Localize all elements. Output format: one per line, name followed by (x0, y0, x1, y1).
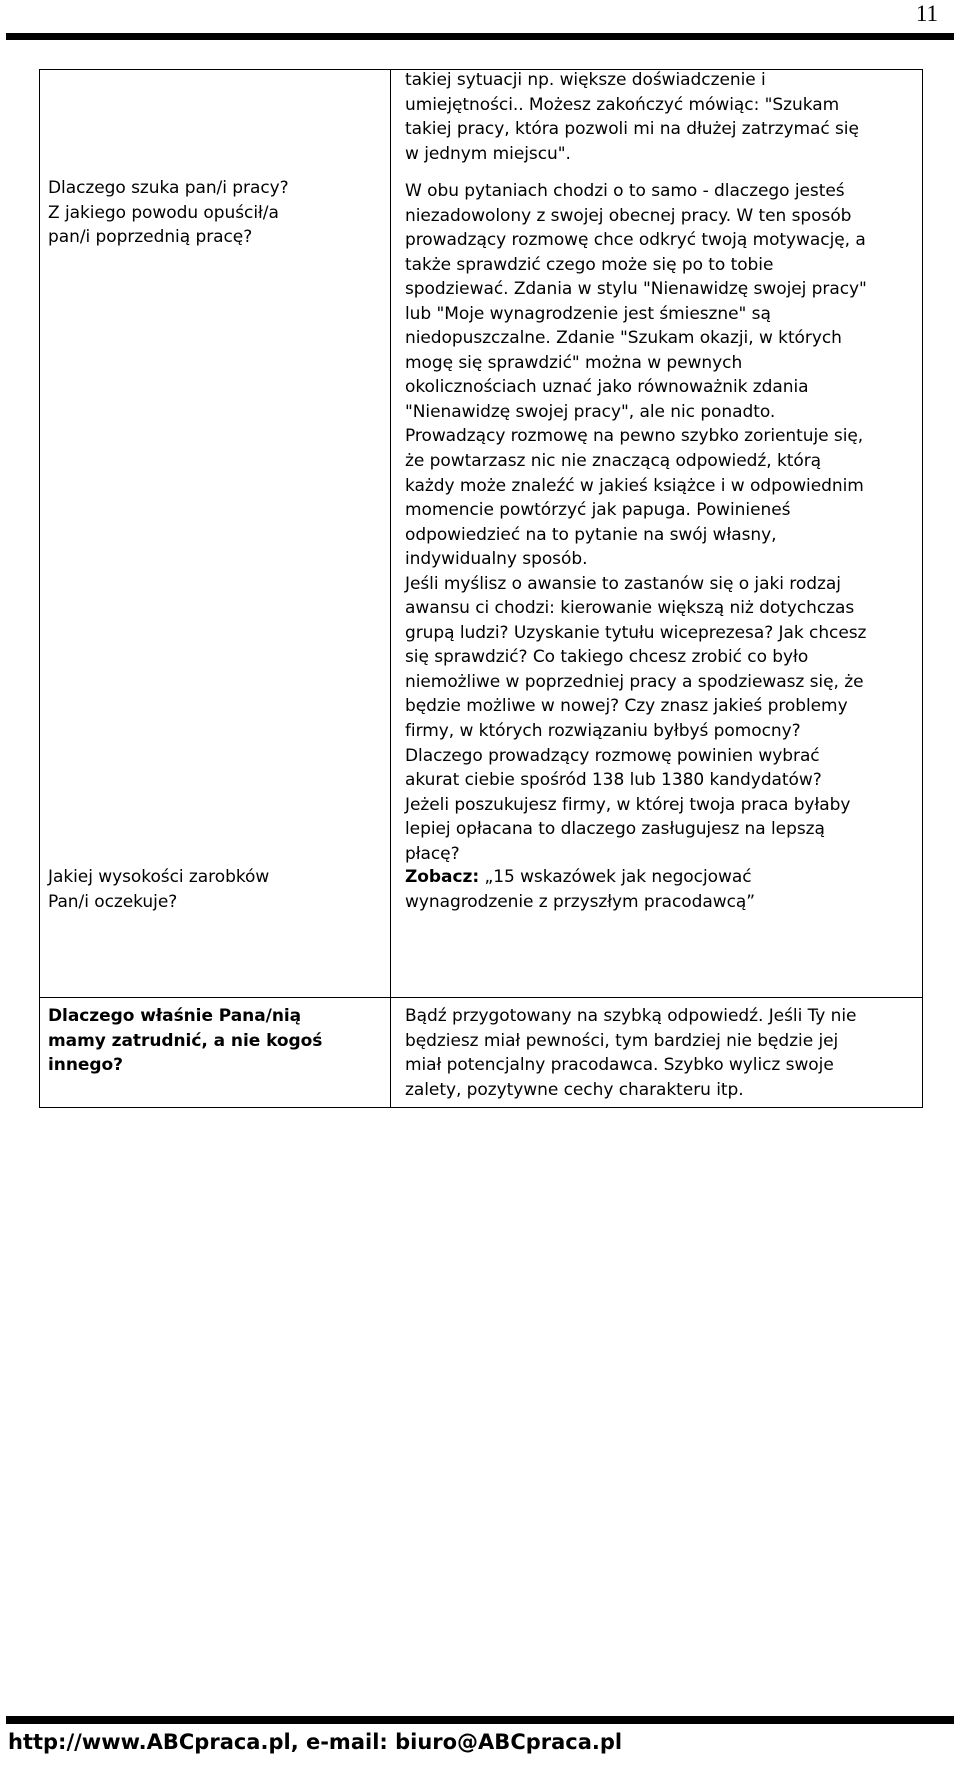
answer-intro (405, 68, 859, 166)
qa-row-why-hire (39, 997, 923, 1108)
question-why-hire (48, 1004, 382, 1078)
answer-line: zalety, pozytywne cechy charakteru itp. (405, 1079, 744, 1100)
see-label: Zobacz: (405, 867, 480, 887)
answer-line: umiejętności.. Możesz zakończyć mówiąc: "Szukam (405, 94, 840, 115)
answer-line: spodziewać. Zdania w stylu "Nienawidzę swojej pracy" (405, 279, 867, 300)
question-line: Dlaczego szuka pan/i pracy? (48, 178, 289, 198)
answer-line: będziesz miał pewności, tym bardziej nie będzie jej (405, 1030, 839, 1051)
answer-why-looking (405, 179, 867, 866)
see-link-text-line2[interactable]: wynagrodzenie z przyszłym pracodawcą” (405, 891, 756, 912)
question-line: Pan/i oczekuje? (48, 891, 178, 912)
answer-line: się sprawdzić? Co takiego chcesz zrobić co było (405, 647, 809, 668)
answer-line: lepiej opłacana to dlaczego zasługujesz na lepszą (405, 819, 825, 840)
answer-line: niemożliwe w poprzedniej pracy a spodziewasz się, że (405, 671, 864, 692)
answer-line: Jeżeli poszukujesz firmy, w której twoja praca byłaby (405, 794, 851, 815)
header-rule (6, 33, 954, 40)
footer-rule (6, 1716, 954, 1724)
qa-row-salary (39, 868, 923, 997)
answer-line: także sprawdzić czego może się po to tobie (405, 254, 774, 275)
answer-line: miał potencjalny pracodawca. Szybko wylicz swoje (405, 1055, 834, 1076)
answer-line: firmy, w których rozwiązaniu byłbyś pomocny? (405, 721, 801, 742)
question-line: innego? (48, 1055, 123, 1076)
qa-table (39, 69, 923, 1108)
question-line: Dlaczego właśnie Pana/nią (48, 1006, 302, 1026)
question-line: Z jakiego powodu opuścił/a (48, 202, 279, 223)
answer-line: niedopuszczalne. Zdanie "Szukam okazji, w których (405, 328, 842, 349)
answer-cell (391, 868, 923, 997)
answer-line: że powtarzasz nic nie znaczącą odpowiedź, którą (405, 451, 822, 472)
answer-cell (391, 70, 923, 868)
answer-line: Dlaczego prowadzący rozmowę powinien wybrać (405, 745, 820, 766)
answer-cell (391, 998, 923, 1107)
answer-line: takiej sytuacji np. większe doświadczenie i (405, 70, 766, 90)
answer-line: niezadowolony z swojej obecnej pracy. W ten sposób (405, 205, 852, 226)
answer-line: momencie powtórzyć jak papuga. Powinieneś (405, 500, 791, 521)
question-why-looking (48, 176, 382, 250)
question-line: mamy zatrudnić, a nie kogoś (48, 1030, 323, 1051)
answer-line: mogę się sprawdzić" można w pewnych (405, 352, 743, 373)
answer-line: Jeśli myślisz o awansie to zastanów się o jaki rodzaj (405, 573, 841, 594)
answer-line: akurat ciebie spośród 138 lub 1380 kandydatów? (405, 770, 822, 791)
answer-line: prowadzący rozmowę chce odkryć twoją motywację, a (405, 230, 866, 251)
answer-line: indywidualny sposób. (405, 549, 588, 570)
answer-line: lub "Moje wynagrodzenie jest śmieszne" są (405, 303, 771, 324)
question-cell (39, 998, 391, 1107)
page-number: 11 (915, 1, 938, 26)
question-cell (39, 868, 391, 997)
question-line: Jakiej wysokości zarobków (48, 867, 270, 887)
question-cell (39, 70, 391, 868)
answer-line: odpowiedzieć na to pytanie na swój własny, (405, 524, 777, 545)
footer-contact[interactable]: http://www.ABCpraca.pl, e-mail: biuro@ABCpraca.pl (8, 1730, 623, 1754)
answer-line: będzie możliwe w nowej? Czy znasz jakieś problemy (405, 696, 848, 717)
qa-row-why-looking (39, 69, 923, 868)
answer-line: awansu ci chodzi: kierowanie większą niż dotychczas (405, 598, 855, 619)
answer-line: takiej pracy, która pozwoli mi na dłużej zatrzymać się (405, 119, 859, 140)
answer-line: w jednym miejscu". (405, 143, 571, 164)
answer-line: okolicznościach uznać jako równoważnik zdania (405, 377, 809, 398)
question-salary (48, 865, 382, 914)
answer-why-hire (405, 1004, 856, 1102)
see-link-text[interactable]: „15 wskazówek jak negocjować (484, 867, 752, 887)
answer-line: płacę? (405, 843, 460, 864)
answer-line: "Nienawidzę swojej pracy", ale nic ponadto. (405, 401, 776, 422)
answer-line: Bądź przygotowany na szybką odpowiedź. Jeśli Ty nie (405, 1006, 857, 1026)
answer-line: grupą ludzi? Uzyskanie tytułu wiceprezesa? Jak chcesz (405, 622, 867, 643)
answer-line: Prowadzący rozmowę na pewno szybko zorientuje się, (405, 426, 864, 447)
answer-line (405, 865, 755, 890)
answer-line: W obu pytaniach chodzi o to samo - dlaczego jesteś (405, 181, 845, 201)
answer-line: każdy może znaleźć w jakieś książce i w odpowiednim (405, 475, 864, 496)
answer-salary (405, 865, 755, 914)
question-line: pan/i poprzednią pracę? (48, 227, 253, 248)
